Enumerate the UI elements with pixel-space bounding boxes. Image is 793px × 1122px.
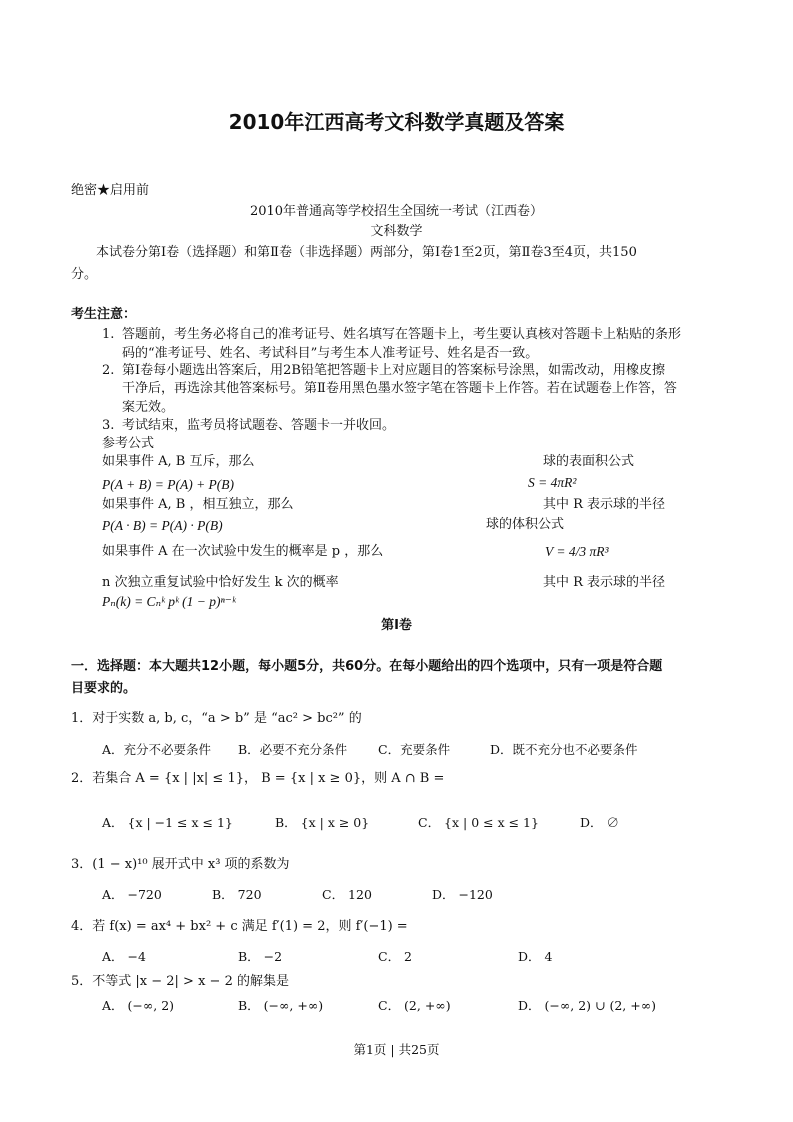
formula-right: 球的体积公式 xyxy=(486,517,565,532)
notice-text: 案无效。 xyxy=(122,400,175,415)
question-option: B． −2 xyxy=(238,949,283,964)
section-heading-line-2: 目要求的。 xyxy=(71,681,137,696)
confidential-mark: 绝密★启用前 xyxy=(71,183,150,198)
notice-text: 考试结束，监考员将试题卷、答题卡一并收回。 xyxy=(122,418,396,433)
formula-heading: 参考公式 xyxy=(102,436,155,451)
question-option: D． 4 xyxy=(518,949,553,964)
question-option: C． 2 xyxy=(378,949,412,964)
intro-line-2: 分。 xyxy=(71,267,98,282)
formula-right: S = 4πR² xyxy=(528,475,577,490)
part-heading: 第Ⅰ卷 xyxy=(381,618,412,633)
formula-left: n 次独立重复试验中恰好发生 k 次的概率 xyxy=(102,575,339,590)
question-stem: 2．若集合 A = {x | |x| ≤ 1}， B = {x | x ≥ 0}，则 A ∩ B = xyxy=(71,771,445,786)
question-option: B． (−∞, +∞) xyxy=(238,998,324,1013)
question-stem: 3．(1 − x)¹⁰ 展开式中 x³ 项的系数为 xyxy=(71,857,290,872)
notice-text: 第Ⅰ卷每小题选出答案后，用2B铅笔把答题卡上对应题目的答案标号涂黑，如需改动，用橡皮擦 xyxy=(122,363,665,378)
question-option: A． −720 xyxy=(102,887,162,902)
formula-left: P(A · B) = P(A) · P(B) xyxy=(102,518,223,533)
question-stem: 5．不等式 |x − 2| > x − 2 的解集是 xyxy=(71,974,289,989)
question-option: D． ∅ xyxy=(580,815,619,830)
notice-number: 3. xyxy=(102,418,115,433)
formula-left: 如果事件 A 在一次试验中发生的概率是 p ，那么 xyxy=(102,544,384,559)
formula-right: 其中 R 表示球的半径 xyxy=(543,575,666,590)
formula-left: 如果事件 A, B 互斥，那么 xyxy=(102,454,255,469)
notice-text: 码的“准考证号、姓名、考试科目”与考生本人准考证号、姓名是否一致。 xyxy=(122,346,539,361)
notice-number: 1. xyxy=(102,327,115,342)
page-title: 2010年江西高考文科数学真题及答案 xyxy=(228,110,565,134)
notice-number: 2. xyxy=(102,363,115,378)
question-option: B． 720 xyxy=(212,887,262,902)
question-option: C． {x | 0 ≤ x ≤ 1} xyxy=(418,815,539,830)
question-option: A． {x | −1 ≤ x ≤ 1} xyxy=(102,815,233,830)
section-heading-line-1: 一．选择题：本大题共12小题，每小题5分，共60分。在每小题给出的四个选项中，只有一项是符合题 xyxy=(71,659,663,674)
formula-left: P(A + B) = P(A) + P(B) xyxy=(102,477,235,492)
formula-right: 其中 R 表示球的半径 xyxy=(543,497,666,512)
question-option: B． {x | x ≥ 0} xyxy=(275,815,370,830)
question-option: C． 120 xyxy=(322,887,372,902)
subject: 文科数学 xyxy=(370,224,423,239)
question-option: D． (−∞, 2) ∪ (2, +∞) xyxy=(518,998,656,1013)
question-option: B．必要不充分条件 xyxy=(238,742,348,757)
notice-text: 答题前，考生务必将自己的准考证号、姓名填写在答题卡上，考生要认真核对答题卡上粘贴的条形 xyxy=(122,327,682,342)
question-option: A． (−∞, 2) xyxy=(102,998,175,1013)
question-stem: 1．对于实数 a, b, c，“a > b” 是 “ac² > bc²” 的 xyxy=(71,711,362,726)
question-option: C．充要条件 xyxy=(378,742,451,757)
question-option: D．既不充分也不必要条件 xyxy=(490,742,638,757)
question-stem: 4．若 f(x) = ax⁴ + bx² + c 满足 f′(1) = 2，则 f′(−1) = xyxy=(71,919,408,934)
notice-heading: 考生注意： xyxy=(71,307,137,322)
page-footer: 第1页 | 共25页 xyxy=(353,1042,440,1057)
formula-right: 球的表面积公式 xyxy=(543,454,635,469)
formula-right: V = 4/3 πR³ xyxy=(545,544,609,559)
formula-left: Pₙ(k) = Cₙᵏ pᵏ (1 − p)ⁿ⁻ᵏ xyxy=(102,594,236,609)
intro-line-1: 本试卷分第Ⅰ卷（选择题）和第Ⅱ卷（非选择题）两部分，第Ⅰ卷1至2页，第Ⅱ卷3至4页，共150 xyxy=(96,245,637,260)
exam-name: 2010年普通高等学校招生全国统一考试（江西卷） xyxy=(249,204,544,219)
question-option: D． −120 xyxy=(432,887,493,902)
question-option: C． (2, +∞) xyxy=(378,998,451,1013)
question-option: A．充分不必要条件 xyxy=(102,742,212,757)
question-option: A． −4 xyxy=(102,949,146,964)
formula-left: 如果事件 A, B ，相互独立，那么 xyxy=(102,497,294,512)
notice-text: 干净后，再选涂其他答案标号。第Ⅱ卷用黑色墨水签字笔在答题卡上作答。若在试题卷上作答，答 xyxy=(122,381,677,396)
